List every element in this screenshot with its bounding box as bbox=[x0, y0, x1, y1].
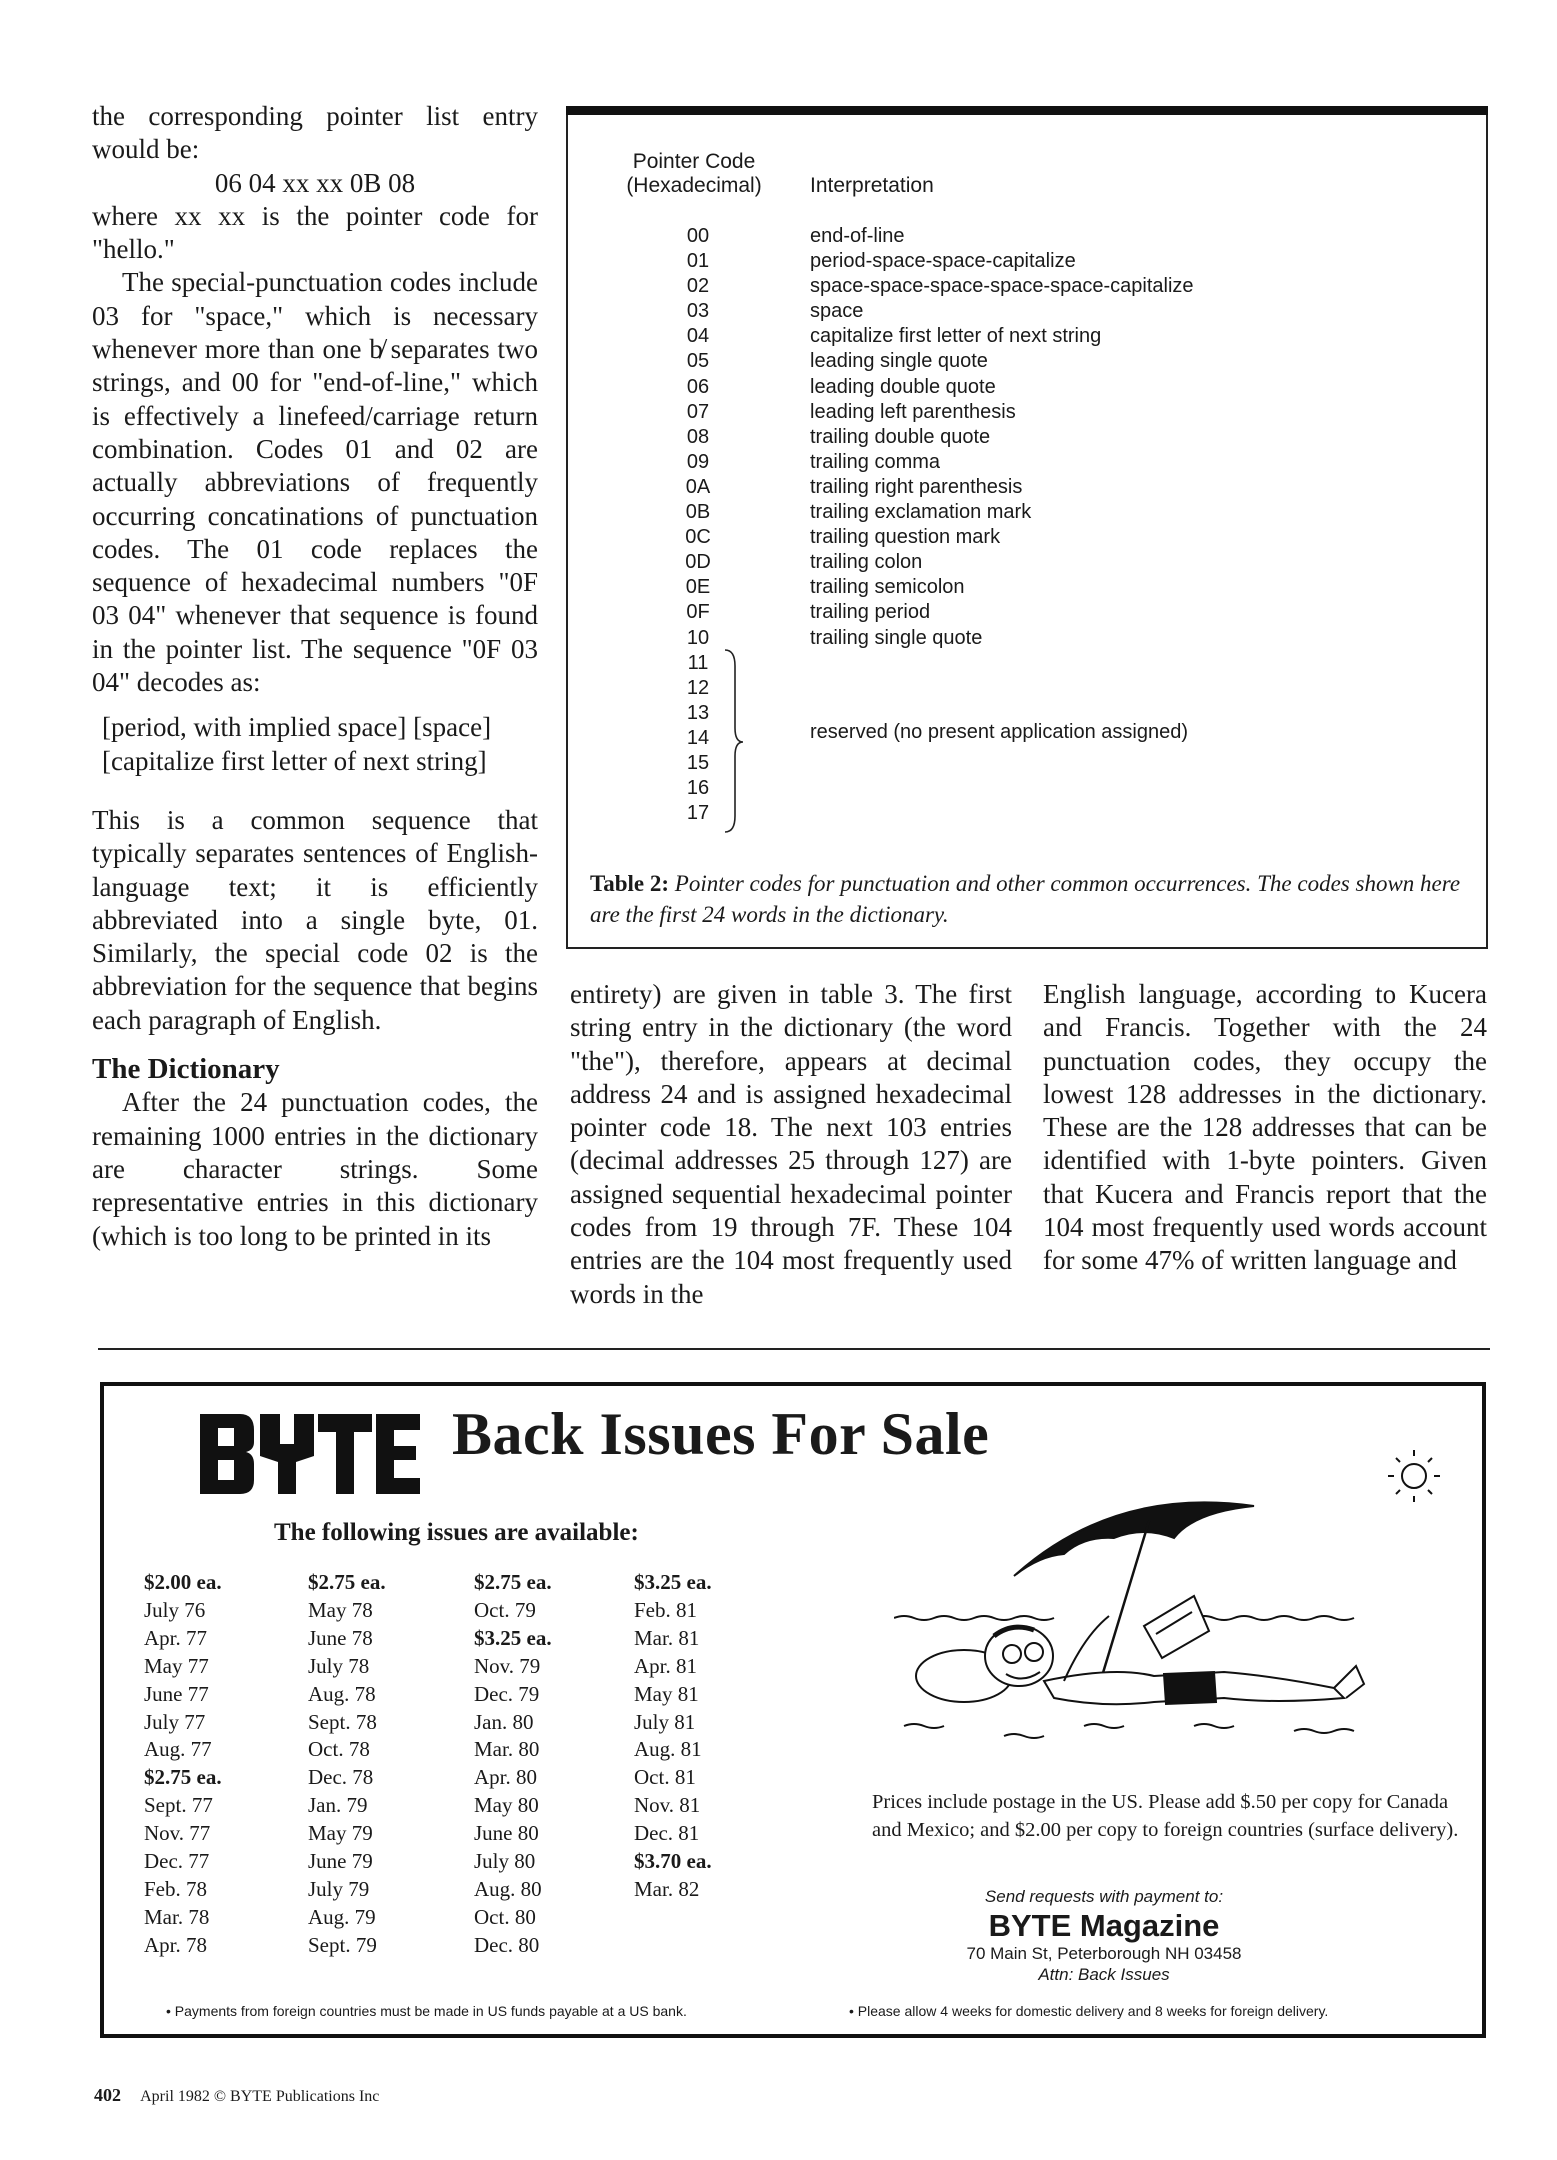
issue-month: Oct. 80 bbox=[474, 1904, 536, 1929]
pointer-code: 0E bbox=[685, 576, 711, 599]
interpretation: trailing single quote bbox=[810, 626, 983, 649]
pointer-code: 16 bbox=[686, 777, 710, 800]
issue-month: Feb. 78 bbox=[144, 1876, 207, 1901]
issue-month: Feb. 81 bbox=[634, 1597, 697, 1622]
article-middle-column bbox=[570, 978, 1012, 1311]
pointer-code: 13 bbox=[686, 701, 710, 724]
interpretation: trailing period bbox=[810, 601, 931, 624]
issue-column bbox=[144, 1569, 222, 1960]
issue-month: Dec. 79 bbox=[474, 1681, 540, 1706]
issue-month: Nov. 79 bbox=[474, 1653, 541, 1678]
pointer-code: 04 bbox=[686, 325, 710, 348]
pointer-code: 12 bbox=[686, 676, 710, 699]
pointer-code: 08 bbox=[686, 425, 710, 448]
pointer-code-list bbox=[668, 224, 728, 826]
issue-month: Sept. 77 bbox=[144, 1793, 213, 1818]
pointer-code: 0C bbox=[685, 526, 711, 549]
issue-month: Mar. 81 bbox=[634, 1625, 700, 1650]
issue-month: Jan. 79 bbox=[308, 1793, 368, 1818]
ad-title: Back Issues For Sale bbox=[452, 1401, 990, 1467]
publication-line: April 1982 © BYTE Publications Inc bbox=[140, 2088, 380, 2105]
interpretation: leading left parenthesis bbox=[810, 400, 1016, 423]
issue-month: Dec. 78 bbox=[308, 1765, 374, 1790]
issue-price-heading: $3.70 ea. bbox=[634, 1849, 712, 1874]
issue-month: Mar. 82 bbox=[634, 1876, 700, 1901]
interpretation: trailing semicolon bbox=[810, 576, 965, 599]
issue-price-heading: $2.75 ea. bbox=[474, 1570, 552, 1594]
paragraph: the corresponding pointer list entry would be: bbox=[92, 101, 538, 165]
issue-month: Nov. 81 bbox=[634, 1793, 701, 1818]
pointer-code: 0F bbox=[686, 601, 710, 624]
paragraph: English language, according to Kucera and Francis. Together with the 24 punctuation codes, they occupy the lowest 128 addresses in the dictionary. These are the 128 addresses that can be identified with 1-byte pointers. Given that Kucera and Francis report that the 104 most frequently used words account for some 47% of written language and bbox=[1043, 979, 1487, 1276]
issue-month: Apr. 77 bbox=[144, 1625, 207, 1650]
issue-month: Mar. 78 bbox=[144, 1904, 210, 1929]
shipping-prices-note: Prices include postage in the US. Please add $.50 per copy for Canada and Mexico; and $2.00 per copy to foreign countries (surface delivery). bbox=[872, 1791, 1459, 1841]
page-number: 402 bbox=[94, 2085, 121, 2105]
pointer-list-example: 06 04 xx xx 0B 08 bbox=[214, 167, 416, 198]
interpretation: trailing double quote bbox=[810, 425, 991, 448]
issue-month: Sept. 78 bbox=[308, 1709, 377, 1734]
ad-subtitle: The following issues are available: bbox=[274, 1519, 639, 1546]
paragraph: where xx xx is the pointer code for "hello." bbox=[92, 200, 538, 265]
column-header-interpretation: Interpretation bbox=[810, 174, 934, 197]
issue-month: Oct. 79 bbox=[474, 1597, 536, 1622]
attention-line: Attn: Back Issues bbox=[1038, 1965, 1170, 1984]
magazine-name: BYTE Magazine bbox=[988, 1908, 1220, 1943]
issue-month: Apr. 78 bbox=[144, 1932, 207, 1957]
pointer-code: 07 bbox=[686, 400, 710, 423]
column-header-pointer-code: Pointer Code (Hexadecimal) bbox=[626, 150, 762, 197]
issue-month: May 80 bbox=[474, 1793, 539, 1818]
interpretation: trailing comma bbox=[810, 450, 941, 473]
interpretation: leading double quote bbox=[810, 375, 996, 398]
paragraph: entirety) are given in table 3. The first string entry in the dictionary (the word "the"), therefore, appears at decimal address 24 and is assigned hexadecimal pointer code 18. The next 103 entries (decimal addresses 25 through 127) are assigned sequential hexadecimal pointer codes from 19 through 7F. These 104 entries are the 104 most frequently used words in the bbox=[570, 979, 1012, 1309]
decode-sequence-line: [period, with implied space] [space] bbox=[102, 712, 492, 743]
payment-footnote: • Payments from foreign countries must be made in US funds payable at a US bank. bbox=[166, 2003, 687, 2019]
issue-month: May 81 bbox=[634, 1681, 699, 1706]
issue-month: July 80 bbox=[474, 1849, 536, 1874]
table-caption: Table 2: Pointer codes for punctuation and other common occurrences. The codes shown here are the first 24 words in the dictionary. bbox=[590, 871, 1461, 927]
order-address-block bbox=[954, 1886, 1254, 1986]
issue-month: Mar. 80 bbox=[474, 1737, 540, 1762]
table-top-rule bbox=[566, 106, 1488, 115]
interpretation: end-of-line bbox=[810, 225, 905, 247]
paragraph: The special-punctuation codes include 03 for "space," which is necessary whenever more than one b̸ separates two strings, and 00 for "end-of-line," which is effectively a linefeed/carriage return combination. Codes 01 and 02 are actually abbreviations of frequently occurring concatinations of punctuation codes. The 01 code replaces the sequence of hexadecimal numbers "0F 03 04" whenever that sequence is found in the pointer list. The sequence "0F 03 04" decodes as: bbox=[92, 267, 538, 698]
interpretation: period-space-space-capitalize bbox=[810, 250, 1076, 273]
decode-sequence-line: [capitalize first letter of next string] bbox=[102, 745, 487, 776]
issue-month: Apr. 81 bbox=[634, 1653, 697, 1678]
issue-month: Jan. 80 bbox=[474, 1709, 534, 1734]
interpretation: capitalize first letter of next string bbox=[810, 325, 1102, 348]
issue-price-heading: $2.00 ea. bbox=[144, 1570, 222, 1594]
interpretation: trailing colon bbox=[810, 551, 923, 574]
issue-month: Aug. 79 bbox=[308, 1904, 376, 1929]
section-divider bbox=[98, 1348, 1490, 1350]
issue-month: Nov. 77 bbox=[144, 1821, 211, 1846]
pointer-code: 0D bbox=[685, 551, 711, 574]
issue-month: Sept. 79 bbox=[308, 1932, 377, 1957]
issue-price-heading: $3.25 ea. bbox=[634, 1570, 712, 1594]
issue-month: Apr. 80 bbox=[474, 1765, 537, 1790]
beach-reader-illustration bbox=[894, 1426, 1474, 1766]
issue-month: June 78 bbox=[308, 1625, 373, 1650]
byte-logo bbox=[196, 1406, 426, 1498]
issue-month: July 77 bbox=[144, 1709, 206, 1734]
issue-column bbox=[634, 1569, 712, 1904]
issue-price-heading: $2.75 ea. bbox=[308, 1570, 386, 1594]
article-left-column bbox=[92, 100, 538, 1253]
pointer-code: 01 bbox=[686, 250, 710, 273]
issue-month: June 80 bbox=[474, 1821, 539, 1846]
pointer-code: 0B bbox=[685, 501, 711, 524]
pointer-code: 10 bbox=[686, 626, 710, 649]
pointer-code: 14 bbox=[686, 726, 710, 749]
pointer-code: 06 bbox=[686, 375, 710, 398]
issue-month: July 76 bbox=[144, 1597, 206, 1622]
issue-price-heading: $3.25 ea. bbox=[474, 1625, 552, 1650]
issue-month: Dec. 80 bbox=[474, 1932, 540, 1957]
issue-month: Aug. 80 bbox=[474, 1876, 542, 1901]
send-requests-label: Send requests with payment to: bbox=[984, 1887, 1224, 1906]
paragraph: This is a common sequence that typically separates sentences of English-language text; it is efficiently abbreviated into a single byte, 01. Similarly, the special code 02 is the abbreviation for the sequence that begins each paragraph of English. bbox=[92, 804, 538, 1035]
issue-month: Oct. 78 bbox=[308, 1737, 370, 1762]
issue-month: Dec. 81 bbox=[634, 1821, 700, 1846]
issue-price-heading: $2.75 ea. bbox=[144, 1765, 222, 1790]
interpretation: trailing exclamation mark bbox=[810, 501, 1032, 524]
brace-icon bbox=[723, 646, 747, 836]
pointer-code: 00 bbox=[686, 225, 710, 247]
page-footer bbox=[94, 2085, 379, 2106]
issue-month: July 81 bbox=[634, 1709, 696, 1734]
delivery-footnote: • Please allow 4 weeks for domestic delivery and 8 weeks for foreign delivery. bbox=[849, 2003, 1329, 2019]
issue-month: Aug. 77 bbox=[144, 1737, 212, 1762]
pointer-code: 0A bbox=[685, 475, 711, 498]
issue-month: May 79 bbox=[308, 1821, 373, 1846]
table-2 bbox=[566, 106, 1488, 949]
issue-month: May 77 bbox=[144, 1653, 209, 1678]
issue-column bbox=[308, 1569, 386, 1960]
pointer-code: 17 bbox=[686, 802, 710, 825]
pointer-code: 03 bbox=[686, 300, 710, 323]
interpretation: space-space-space-space-space-capitalize bbox=[810, 275, 1194, 298]
pointer-code: 11 bbox=[687, 651, 709, 674]
reserved-note: reserved (no present application assigned) bbox=[810, 721, 1188, 743]
interpretation: space bbox=[810, 300, 864, 323]
section-heading: The Dictionary bbox=[92, 1053, 280, 1086]
issue-month: June 79 bbox=[308, 1849, 373, 1874]
pointer-code: 15 bbox=[686, 751, 710, 774]
issue-column bbox=[474, 1569, 552, 1960]
paragraph: After the 24 punctuation codes, the remaining 1000 entries in the dictionary are character strings. Some representative entries in this dictionary (which is too long to be printed in its bbox=[92, 1087, 538, 1251]
pointer-code: 05 bbox=[686, 350, 710, 373]
issue-month: July 79 bbox=[308, 1876, 370, 1901]
issue-month: Dec. 77 bbox=[144, 1849, 210, 1874]
interpretation-list bbox=[810, 224, 1194, 651]
interpretation: trailing right parenthesis bbox=[810, 475, 1023, 498]
article-right-column bbox=[1043, 978, 1487, 1278]
issue-month: Aug. 81 bbox=[634, 1737, 702, 1762]
issue-month: June 77 bbox=[144, 1681, 209, 1706]
interpretation: leading single quote bbox=[810, 350, 988, 373]
pointer-code: 02 bbox=[686, 275, 710, 298]
back-issues-advertisement bbox=[100, 1382, 1486, 2038]
issue-month: May 78 bbox=[308, 1597, 373, 1622]
issue-month: July 78 bbox=[308, 1653, 370, 1678]
issue-month: Aug. 78 bbox=[308, 1681, 376, 1706]
pointer-code: 09 bbox=[686, 450, 710, 473]
issue-month: Oct. 81 bbox=[634, 1765, 696, 1790]
interpretation: trailing question mark bbox=[810, 526, 1001, 549]
mailing-address: 70 Main St, Peterborough NH 03458 bbox=[966, 1944, 1242, 1963]
